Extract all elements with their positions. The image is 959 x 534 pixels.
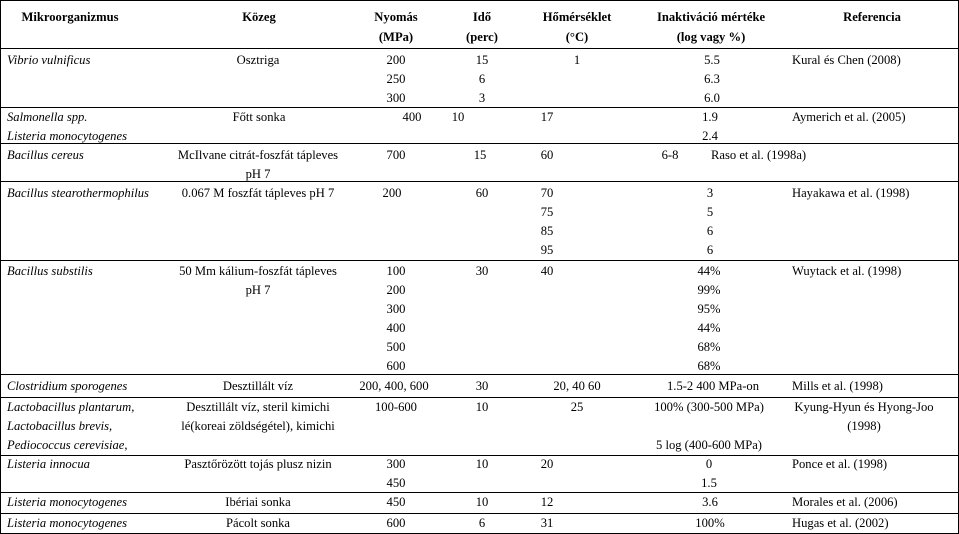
pressure-cell: 200 — [386, 53, 406, 67]
ref-cell: Aymerich et al. (2005) — [792, 110, 906, 124]
inact-cell: 6-8 — [661, 148, 679, 162]
organism-cell: Listeria monocytogenes — [7, 495, 127, 509]
ref-cell: Kural és Chen (2008) — [792, 53, 901, 67]
header-cell: (perc) — [466, 30, 498, 44]
inact-cell: 6.0 — [704, 91, 720, 105]
inact-cell: 2.4 — [702, 129, 718, 143]
medium-cell: Pasztőrözött tojás plusz nizin — [184, 457, 332, 471]
temp-cell: 75 — [540, 205, 554, 219]
medium-cell: 0.067 M foszfát tápleves pH 7 — [181, 186, 335, 200]
inact-cell: 5 — [706, 205, 714, 219]
temp-cell: 25 — [570, 400, 584, 414]
temp-cell: 40 — [540, 264, 554, 278]
time-cell: 10 — [475, 457, 489, 471]
ref-cell: Ponce et al. (1998) — [792, 457, 888, 471]
organism-cell: Pediococcus cerevisiae, — [7, 438, 128, 452]
inact-cell: 3 — [706, 186, 714, 200]
organism-cell: Bacillus stearothermophilus — [7, 186, 149, 200]
organism-cell: Vibrio vulnificus — [7, 53, 91, 67]
time-cell: 15 — [473, 148, 487, 162]
medium-cell: Főtt sonka — [232, 110, 286, 124]
time-cell: 10 — [451, 110, 465, 124]
time-cell: 6 — [478, 516, 486, 530]
pressure-cell: 450 — [386, 495, 406, 509]
time-cell: 3 — [478, 91, 486, 105]
medium-cell: Desztillált víz, steril kimichi — [186, 400, 330, 414]
organism-cell: Lactobacillus brevis, — [7, 419, 113, 433]
header-cell: Nyomás — [374, 10, 418, 24]
temp-cell: 12 — [540, 495, 554, 509]
row-divider — [0, 143, 959, 144]
time-cell: 60 — [475, 186, 489, 200]
time-cell: 10 — [475, 400, 489, 414]
organism-cell: Bacillus substilis — [7, 264, 93, 278]
organism-cell: Listeria innocua — [7, 457, 90, 471]
pressure-cell: 500 — [386, 340, 406, 354]
medium-cell: pH 7 — [245, 283, 271, 297]
header-cell: Inaktiváció mértéke — [656, 10, 766, 24]
row-divider — [0, 397, 959, 398]
row-divider — [0, 513, 959, 514]
ref-cell: Morales et al. (2006) — [792, 495, 898, 509]
organism-cell: Salmonella spp. — [7, 110, 88, 124]
medium-cell: McIlvane citrát-foszfát tápleves — [177, 148, 339, 162]
inact-cell: 0 — [705, 457, 713, 471]
ref-cell: (1998) — [847, 419, 881, 433]
pressure-cell: 600 — [386, 359, 406, 373]
header-cell: (°C) — [565, 30, 589, 44]
inact-cell: 68% — [697, 359, 721, 373]
inact-cell: 95% — [697, 302, 721, 316]
ref-cell: Hayakawa et al. (1998) — [792, 186, 910, 200]
inact-cell: 1.9 — [702, 110, 718, 124]
ref-cell: Wuytack et al. (1998) — [792, 264, 902, 278]
row-divider — [0, 0, 959, 1]
temp-cell: 20 — [540, 457, 554, 471]
inact-cell: 5 log (400-600 MPa) — [656, 438, 762, 452]
temp-cell: 60 — [540, 148, 554, 162]
organism-cell: Bacillus cereus — [7, 148, 84, 162]
inact-cell: 99% — [697, 283, 721, 297]
temp-cell: 31 — [540, 516, 554, 530]
temp-cell: 17 — [540, 110, 554, 124]
pressure-cell: 700 — [386, 148, 406, 162]
pressure-cell: 400 — [402, 110, 422, 124]
pressure-cell: 200 — [386, 283, 406, 297]
pressure-cell: 300 — [386, 91, 406, 105]
time-cell: 30 — [475, 264, 489, 278]
header-cell: Közeg — [242, 10, 276, 24]
ref-cell: Kyung-Hyun és Hyong-Joo — [794, 400, 934, 414]
header-cell: Idő — [472, 10, 492, 24]
organism-cell: Lactobacillus plantarum, — [7, 400, 135, 414]
inact-cell: 3.6 — [702, 495, 718, 509]
row-divider — [0, 107, 959, 108]
pressure-cell: 300 — [386, 302, 406, 316]
inact-cell: 5.5 — [704, 53, 720, 67]
organism-cell: Listeria monocytogenes — [7, 129, 127, 143]
medium-cell: Desztillált víz — [222, 379, 294, 393]
pressure-cell: 450 — [386, 476, 406, 490]
inact-cell: 6.3 — [704, 72, 720, 86]
time-cell: 6 — [478, 72, 486, 86]
inact-cell: 68% — [697, 340, 721, 354]
inact-cell: 6 — [706, 243, 714, 257]
medium-cell: lé(koreai zöldségétel), kimichi — [181, 419, 335, 433]
header-cell: (log vagy %) — [676, 30, 746, 44]
header-cell: (MPa) — [378, 30, 414, 44]
pressure-cell: 100-600 — [375, 400, 417, 414]
inact-cell: 1.5-2 400 MPa-on — [667, 379, 759, 393]
time-cell: 30 — [475, 379, 489, 393]
time-cell: 15 — [475, 53, 489, 67]
medium-cell: 50 Mm kálium-foszfát tápleves — [179, 264, 337, 278]
ref-cell: Mills et al. (1998) — [792, 379, 883, 393]
ref-cell: Hugas et al. (2002) — [792, 516, 889, 530]
temp-cell: 85 — [540, 224, 554, 238]
inact-cell: 6 — [706, 224, 714, 238]
pressure-cell: 250 — [386, 72, 406, 86]
organism-cell: Listeria monocytogenes — [7, 516, 127, 530]
ref-cell: Raso et al. (1998a) — [711, 148, 807, 162]
medium-cell: Pácolt sonka — [225, 516, 291, 530]
temp-cell: 1 — [573, 53, 581, 67]
row-divider — [0, 48, 959, 49]
header-cell: Mikroorganizmus — [21, 10, 119, 24]
medium-cell: Osztriga — [236, 53, 280, 67]
pressure-cell: 100 — [386, 264, 406, 278]
temp-cell: 70 — [540, 186, 554, 200]
inact-cell: 100% (300-500 MPa) — [654, 400, 764, 414]
table-border — [0, 0, 1, 534]
row-divider — [0, 492, 959, 493]
row-divider — [0, 374, 959, 375]
inact-cell: 1.5 — [701, 476, 717, 490]
pressure-cell: 400 — [386, 321, 406, 335]
pressure-cell: 200 — [382, 186, 402, 200]
row-divider — [0, 455, 959, 456]
organism-cell: Clostridium sporogenes — [7, 379, 128, 393]
medium-cell: Ibériai sonka — [225, 495, 291, 509]
inact-cell: 100% — [695, 516, 725, 530]
pressure-cell: 300 — [386, 457, 406, 471]
row-divider — [0, 181, 959, 182]
header-cell: Referencia — [843, 10, 901, 24]
inact-cell: 44% — [697, 321, 721, 335]
header-cell: Hőmérséklet — [542, 10, 612, 24]
pressure-cell: 600 — [386, 516, 406, 530]
temp-cell: 95 — [540, 243, 554, 257]
medium-cell: pH 7 — [245, 167, 271, 181]
row-divider — [0, 260, 959, 261]
temp-cell: 20, 40 60 — [553, 379, 601, 393]
time-cell: 10 — [475, 495, 489, 509]
inact-cell: 44% — [697, 264, 721, 278]
pressure-cell: 200, 400, 600 — [359, 379, 429, 393]
